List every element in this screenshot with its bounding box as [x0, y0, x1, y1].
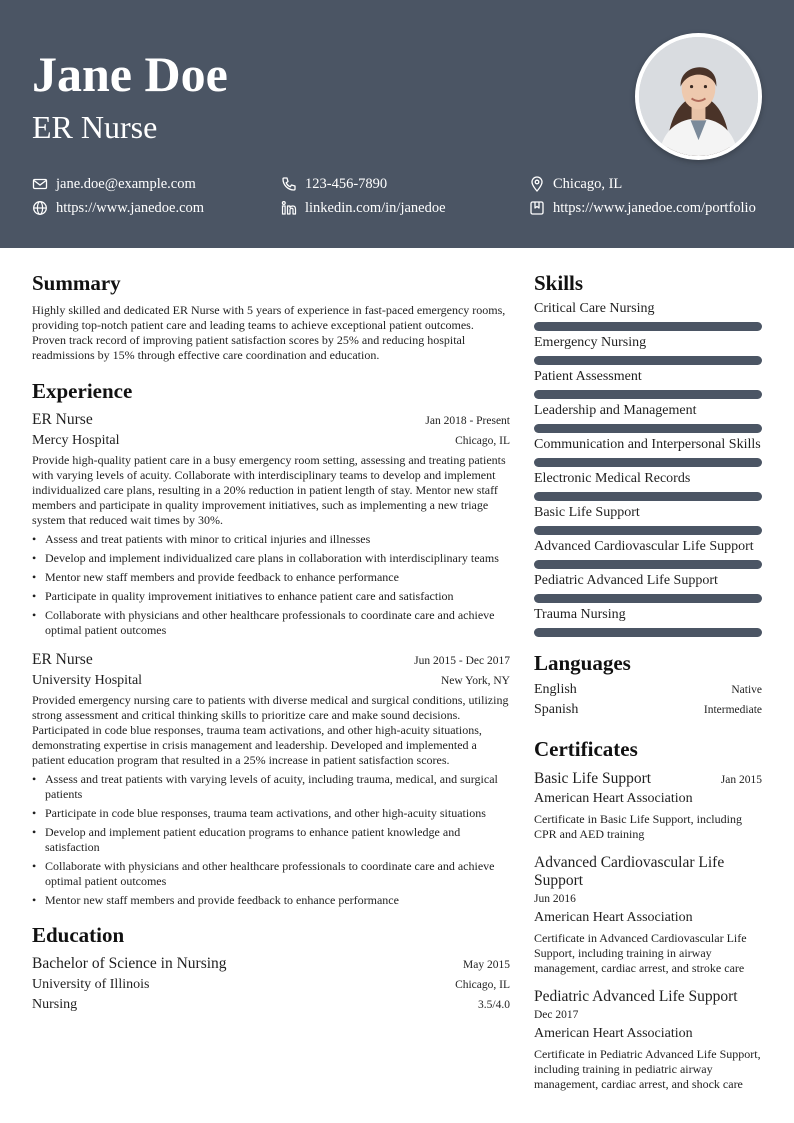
education-heading: Education — [32, 923, 125, 947]
skill-item — [534, 436, 762, 467]
list-item: • Participate in quality improvement initiatives to enhance patient care and satisfaction — [32, 589, 510, 604]
right-column — [534, 270, 762, 1092]
certificate-issuer: American Heart Association — [534, 791, 693, 806]
job-description: Provided emergency nursing care to patients with diverse medical and surgical conditions, utilizing strong assessment and critical thinking skills to prioritize care and make sound decisions. Participated in code blue responses, trauma team activations, and other high-acuity situations, demonstrating expertise in crisis management and leadership. Developed and implemented a patient education program that resulted in a 25% increase in patient satisfaction scores. — [32, 693, 509, 767]
certificate-description: Certificate in Advanced Cardiovascular Life Support, including training in airway management, cardiac arrest, and stroke care — [534, 931, 747, 975]
skill-name: Critical Care Nursing — [534, 301, 655, 316]
list-item: • Develop and implement individualized care plans in collaboration with interdisciplinary teams — [32, 551, 510, 566]
skill-name: Emergency Nursing — [534, 335, 647, 350]
certificate-issuer: American Heart Association — [534, 1026, 693, 1041]
degree-title: Bachelor of Science in Nursing — [32, 955, 227, 972]
skill-item — [534, 504, 762, 535]
skill-bar — [534, 526, 762, 535]
list-item: • Participate in code blue responses, trauma team activations, and other high-acuity situations — [32, 806, 510, 821]
skill-item — [534, 538, 762, 569]
left-column — [32, 270, 510, 1015]
job-bullets — [32, 532, 510, 638]
certificate-item — [534, 770, 762, 842]
contact-location — [529, 175, 622, 193]
linkedin-icon — [281, 200, 297, 216]
languages-section — [534, 650, 762, 722]
skill-bar — [534, 492, 762, 501]
language-level: Intermediate — [703, 704, 762, 716]
contact-email-text: jane.doe@example.com — [56, 176, 196, 192]
languages-heading: Languages — [534, 651, 631, 675]
job-title: ER Nurse — [32, 411, 93, 428]
list-item: • Collaborate with physicians and other healthcare professionals to coordinate care and achieve optimal patient outcomes — [32, 859, 510, 889]
contact-phone[interactable] — [281, 175, 387, 193]
certificate-date: Dec 2017 — [534, 1009, 579, 1021]
skill-name: Patient Assessment — [534, 369, 642, 384]
header — [0, 0, 794, 248]
skills-section — [534, 270, 762, 637]
skill-bar — [534, 356, 762, 365]
portrait-image — [639, 37, 758, 156]
job-entry — [32, 650, 510, 908]
skills-list — [534, 300, 762, 637]
portfolio-icon — [529, 200, 545, 216]
job-location: Chicago, IL — [455, 435, 510, 447]
list-item: • Assess and treat patients with varying levels of acuity, including trauma, medical, and surgical patients — [32, 772, 510, 802]
school-location: Chicago, IL — [455, 979, 510, 991]
skill-item — [534, 402, 762, 433]
list-item: • Collaborate with physicians and other healthcare professionals to coordinate care and achieve optimal patient outcomes — [32, 608, 510, 638]
skill-bar — [534, 390, 762, 399]
skill-item — [534, 572, 762, 603]
skill-item — [534, 368, 762, 399]
profile-photo — [635, 33, 762, 160]
skills-heading: Skills — [534, 271, 584, 295]
job-description: Provide high-quality patient care in a busy emergency room setting, assessing and treating patients with varying levels of acuity. Collaborate with interdisciplinary teams to develop and implement individualized care plans, resulting in a 20% reduction in patient length of stay. Mentor new staff members and participate in quality improvement initiatives, such as implementing a new triage system that reduced wait times by 30%. — [32, 453, 506, 527]
summary-section — [32, 270, 510, 363]
contact-website[interactable] — [32, 199, 204, 217]
certificate-issuer: American Heart Association — [534, 910, 693, 925]
skill-name: Electronic Medical Records — [534, 471, 691, 486]
skill-name: Advanced Cardiovascular Life Support — [534, 539, 754, 554]
language-item — [534, 682, 762, 702]
summary-text: Highly skilled and dedicated ER Nurse with 5 years of experience in fast-paced emergency rooms, providing top-notch patient care and leading teams to achieve exceptional patient outcomes. Proven track record of improving patient satisfaction scores by 25% and reducing hospital readmissions by 15% through effective care coordination and education. — [32, 303, 506, 362]
skill-item — [534, 334, 762, 365]
certificate-title: Basic Life Support — [534, 770, 652, 787]
skill-bar — [534, 458, 762, 467]
certificate-title: Pediatric Advanced Life Support — [534, 988, 738, 1005]
list-item: • Mentor new staff members and provide feedback to enhance performance — [32, 893, 510, 908]
school-name: University of Illinois — [32, 977, 150, 992]
language-level: Native — [731, 684, 762, 696]
location-pin-icon — [529, 176, 545, 192]
job-employer: Mercy Hospital — [32, 433, 120, 448]
job-dates: Jan 2018 - Present — [425, 415, 510, 427]
skill-name: Leadership and Management — [534, 403, 697, 418]
skill-item — [534, 606, 762, 637]
contact-portfolio[interactable] — [529, 199, 756, 217]
contact-portfolio-text: https://www.janedoe.com/portfolio — [553, 200, 756, 216]
summary-heading: Summary — [32, 271, 121, 295]
certificate-date: Jun 2016 — [534, 893, 576, 905]
candidate-name: Jane Doe — [32, 46, 228, 102]
gpa: 3.5/4.0 — [478, 999, 510, 1011]
field-of-study: Nursing — [32, 997, 78, 1012]
certificate-title: Advanced Cardiovascular Life Support — [534, 854, 725, 889]
degree-date: May 2015 — [463, 959, 510, 971]
skill-bar — [534, 628, 762, 637]
skill-item — [534, 300, 762, 331]
experience-section — [32, 378, 510, 908]
job-dates: Jun 2015 - Dec 2017 — [414, 655, 510, 667]
certificates-heading: Certificates — [534, 737, 638, 761]
phone-icon — [281, 176, 297, 192]
language-name: English — [534, 682, 577, 697]
mail-icon — [32, 176, 48, 192]
skill-name: Basic Life Support — [534, 505, 640, 520]
experience-heading: Experience — [32, 379, 133, 403]
contact-linkedin[interactable] — [281, 199, 446, 217]
language-name: Spanish — [534, 702, 579, 717]
job-employer: University Hospital — [32, 673, 143, 688]
job-bullets — [32, 772, 510, 908]
certificates-section — [534, 736, 762, 1092]
job-location: New York, NY — [440, 675, 510, 687]
language-item — [534, 702, 762, 722]
contact-phone-text: 123-456-7890 — [305, 176, 388, 192]
contact-location-text: Chicago, IL — [553, 176, 623, 192]
candidate-role: ER Nurse — [32, 109, 158, 145]
contact-email[interactable] — [32, 175, 196, 193]
list-item: • Mentor new staff members and provide feedback to enhance performance — [32, 570, 510, 585]
education-section — [32, 922, 510, 1015]
certificate-date: Jan 2015 — [720, 774, 762, 786]
contact-linkedin-text: linkedin.com/in/janedoe — [305, 200, 446, 216]
certificate-description: Certificate in Basic Life Support, including CPR and AED training — [534, 812, 742, 841]
contact-website-text: https://www.janedoe.com — [56, 200, 205, 216]
skill-name: Communication and Interpersonal Skills — [534, 437, 761, 452]
certificate-item — [534, 854, 762, 976]
skill-item — [534, 470, 762, 501]
skill-name: Trauma Nursing — [534, 607, 626, 622]
job-title: ER Nurse — [32, 651, 93, 668]
job-entry — [32, 410, 510, 638]
skill-name: Pediatric Advanced Life Support — [534, 573, 718, 588]
skill-bar — [534, 560, 762, 569]
globe-icon — [32, 200, 48, 216]
list-item: • Develop and implement patient education programs to enhance patient knowledge and satisfaction — [32, 825, 510, 855]
list-item: • Assess and treat patients with minor to critical injuries and illnesses — [32, 532, 510, 547]
certificate-description: Certificate in Pediatric Advanced Life Support, including training in pediatric airway management, cardiac arrest, and shock care — [534, 1047, 761, 1091]
certificate-item — [534, 988, 762, 1092]
skill-bar — [534, 322, 762, 331]
skill-bar — [534, 594, 762, 603]
skill-bar — [534, 424, 762, 433]
